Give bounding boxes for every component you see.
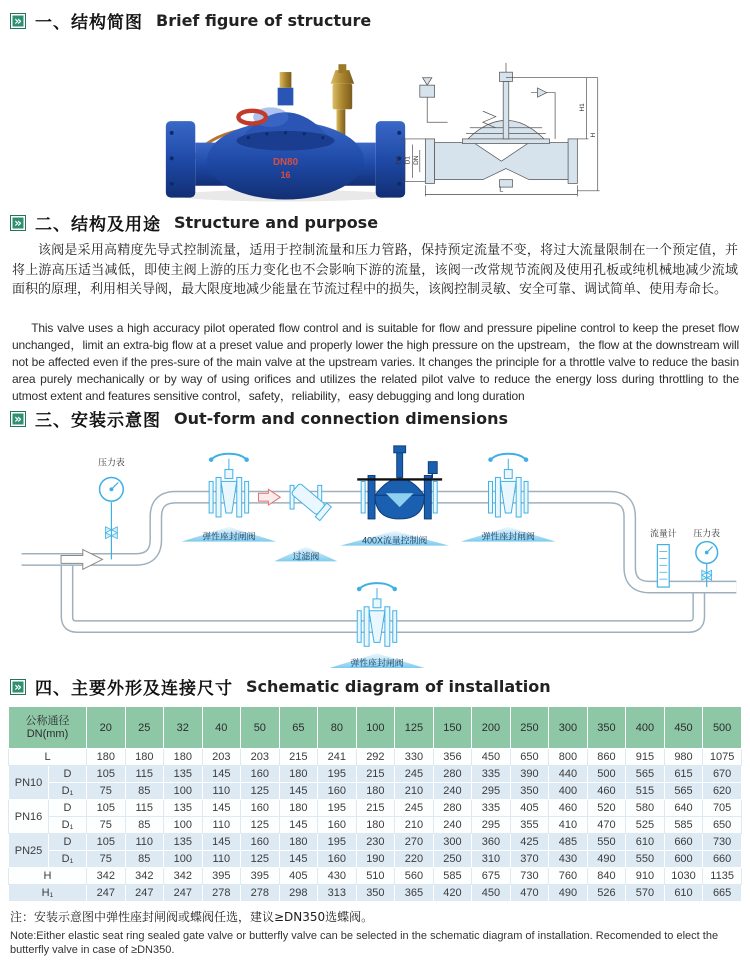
pilot-valve xyxy=(333,84,353,110)
value-cell: 105 xyxy=(87,766,126,783)
value-cell: 615 xyxy=(664,766,703,783)
param-label: D xyxy=(49,834,87,851)
section-1-title-zh: 一、结构简图 xyxy=(35,13,143,33)
section-3-title-zh: 三、安装示意图 xyxy=(35,411,161,431)
table-row xyxy=(9,851,742,868)
value-cell: 215 xyxy=(279,749,318,766)
dn-value-header: 25 xyxy=(125,707,164,749)
dn-value-header: 450 xyxy=(664,707,703,749)
purpose-paragraph-en: This valve uses a high accuracy pilot operated flow control and is suitable for flow and pressure pipeline control to keep the preset flow unchanged，limit an extra-big flow at a preset value and properly lower the high pressure on the upstream，the flow at the downstream will not be affected even if the pres-sure of the main valve at the upstream varies. It changes the principle for a throttle valve to reduce the basin area purely mechanically or by way of using orifices and utilizes the related pilot valve to reduce the energy loss during throttling to the utmost extent and features sensitive control，safety，reliability，easy debugging and long duration xyxy=(12,321,739,403)
dn-value-header: 125 xyxy=(395,707,434,749)
value-cell: 300 xyxy=(433,834,472,851)
value-cell: 342 xyxy=(87,868,126,885)
note-zh: 注：安装示意图中弹性座封闸阀或蝶阀任选，建议≥DN350选蝶阀。 xyxy=(10,910,374,924)
value-cell: 365 xyxy=(395,885,434,902)
value-cell: 565 xyxy=(664,783,703,800)
label-main-valve: 400X流量控制阀 xyxy=(362,535,428,546)
value-cell: 550 xyxy=(587,834,626,851)
value-cell: 245 xyxy=(395,800,434,817)
value-cell: 292 xyxy=(356,749,395,766)
value-cell: 565 xyxy=(626,766,665,783)
section-4-title-en: Schematic diagram of installation xyxy=(246,677,551,696)
value-cell: 560 xyxy=(395,868,434,885)
value-cell: 370 xyxy=(510,851,549,868)
value-cell: 298 xyxy=(279,885,318,902)
value-cell: 280 xyxy=(433,766,472,783)
dn-value-header: 32 xyxy=(164,707,203,749)
value-cell: 910 xyxy=(626,868,665,885)
value-cell: 550 xyxy=(626,851,665,868)
value-cell: 135 xyxy=(164,834,203,851)
table-row xyxy=(9,766,742,783)
value-cell: 460 xyxy=(549,800,588,817)
value-cell: 240 xyxy=(433,817,472,834)
value-cell: 490 xyxy=(549,885,588,902)
value-cell: 525 xyxy=(626,817,665,834)
dn-value-header: 150 xyxy=(433,707,472,749)
value-cell: 430 xyxy=(549,851,588,868)
value-cell: 485 xyxy=(549,834,588,851)
value-cell: 520 xyxy=(587,800,626,817)
value-cell: 515 xyxy=(626,783,665,800)
dn-value-header: 100 xyxy=(356,707,395,749)
value-cell: 180 xyxy=(356,783,395,800)
valve-drawing xyxy=(392,46,607,208)
group-label: PN16 xyxy=(9,800,49,834)
section-marker-icon: » xyxy=(10,411,26,427)
dn-value-header: 200 xyxy=(472,707,511,749)
value-cell: 670 xyxy=(703,766,742,783)
value-cell: 180 xyxy=(125,749,164,766)
value-cell: 160 xyxy=(318,817,357,834)
value-cell: 342 xyxy=(164,868,203,885)
value-cell: 160 xyxy=(241,834,280,851)
table-header-row xyxy=(9,707,742,749)
table-row xyxy=(9,885,742,902)
dn-value-header: 80 xyxy=(318,707,357,749)
dn-value-header: 40 xyxy=(202,707,241,749)
label-strainer: 过滤阀 xyxy=(292,551,320,562)
value-cell: 342 xyxy=(125,868,164,885)
section-2-title-en: Structure and purpose xyxy=(174,213,379,232)
param-label: D₁ xyxy=(49,783,87,800)
flow-meter-symbol xyxy=(657,545,669,587)
value-cell: 650 xyxy=(510,749,549,766)
section-3-header xyxy=(10,406,508,431)
value-cell: 135 xyxy=(164,800,203,817)
value-cell: 160 xyxy=(318,851,357,868)
gate-valve-symbol-2 xyxy=(489,454,528,517)
value-cell: 110 xyxy=(202,783,241,800)
value-cell: 705 xyxy=(703,800,742,817)
gate-valve-symbol-bypass xyxy=(357,583,396,646)
param-label: H₁ xyxy=(9,885,87,902)
value-cell: 85 xyxy=(125,851,164,868)
section-marker-icon: » xyxy=(10,13,26,29)
value-cell: 585 xyxy=(664,817,703,834)
section-marker-icon: » xyxy=(10,215,26,231)
value-cell: 75 xyxy=(87,851,126,868)
dim-label-d1: D1 xyxy=(404,156,412,165)
nameplate-pn: 16 xyxy=(280,169,291,180)
value-cell: 180 xyxy=(279,834,318,851)
section-2-title-zh: 二、结构及用途 xyxy=(35,215,161,235)
value-cell: 665 xyxy=(703,885,742,902)
value-cell: 145 xyxy=(202,766,241,783)
main-valve-symbol xyxy=(357,446,442,519)
label-pressure-gauge-right: 压力表 xyxy=(693,528,721,539)
value-cell: 190 xyxy=(356,851,395,868)
pressure-gauge-right xyxy=(696,542,718,587)
value-cell: 760 xyxy=(549,868,588,885)
value-cell: 195 xyxy=(318,800,357,817)
value-cell: 145 xyxy=(279,783,318,800)
value-cell: 570 xyxy=(626,885,665,902)
value-cell: 675 xyxy=(472,868,511,885)
value-cell: 215 xyxy=(356,766,395,783)
value-cell: 450 xyxy=(472,885,511,902)
value-cell: 135 xyxy=(164,766,203,783)
value-cell: 215 xyxy=(356,800,395,817)
value-cell: 145 xyxy=(279,851,318,868)
dn-value-header: 50 xyxy=(241,707,280,749)
value-cell: 500 xyxy=(587,766,626,783)
value-cell: 355 xyxy=(510,817,549,834)
value-cell: 405 xyxy=(279,868,318,885)
dn-header: 公称通径 DN(mm) xyxy=(9,707,87,749)
dn-value-header: 250 xyxy=(510,707,549,749)
dn-value-header: 300 xyxy=(549,707,588,749)
param-label: D xyxy=(49,766,87,783)
table-row xyxy=(9,868,742,885)
value-cell: 1030 xyxy=(664,868,703,885)
installation-schematic xyxy=(5,436,745,672)
section-4-header xyxy=(10,674,551,699)
value-cell: 75 xyxy=(87,783,126,800)
value-cell: 350 xyxy=(510,783,549,800)
section-marker-icon: » xyxy=(10,679,26,695)
value-cell: 250 xyxy=(433,851,472,868)
value-cell: 105 xyxy=(87,800,126,817)
notes xyxy=(10,908,743,957)
value-cell: 295 xyxy=(472,783,511,800)
value-cell: 400 xyxy=(549,783,588,800)
value-cell: 240 xyxy=(433,783,472,800)
dim-label-dn: DN xyxy=(412,155,420,165)
value-cell: 280 xyxy=(433,800,472,817)
value-cell: 450 xyxy=(472,749,511,766)
value-cell: 145 xyxy=(202,800,241,817)
param-label: D xyxy=(49,800,87,817)
value-cell: 180 xyxy=(164,749,203,766)
dn-value-header: 500 xyxy=(703,707,742,749)
value-cell: 585 xyxy=(433,868,472,885)
value-cell: 440 xyxy=(549,766,588,783)
value-cell: 660 xyxy=(664,834,703,851)
value-cell: 350 xyxy=(356,885,395,902)
dim-label-h1: H1 xyxy=(578,103,586,112)
value-cell: 660 xyxy=(703,851,742,868)
section-2-header xyxy=(10,210,378,235)
dim-label-h: H xyxy=(589,132,597,138)
group-label: PN10 xyxy=(9,766,49,800)
label-gate-valve-2: 弹性座封闸阀 xyxy=(481,531,535,542)
value-cell: 105 xyxy=(87,834,126,851)
value-cell: 245 xyxy=(395,766,434,783)
value-cell: 247 xyxy=(125,885,164,902)
value-cell: 915 xyxy=(626,749,665,766)
section-3-title-en: Out-form and connection dimensions xyxy=(174,409,509,428)
value-cell: 85 xyxy=(125,783,164,800)
value-cell: 470 xyxy=(510,885,549,902)
label-pressure-gauge-left: 压力表 xyxy=(98,457,125,468)
value-cell: 610 xyxy=(664,885,703,902)
value-cell: 110 xyxy=(202,851,241,868)
value-cell: 580 xyxy=(626,800,665,817)
value-cell: 241 xyxy=(318,749,357,766)
value-cell: 180 xyxy=(356,817,395,834)
label-hills xyxy=(182,527,556,668)
value-cell: 335 xyxy=(472,766,511,783)
value-cell: 1135 xyxy=(703,868,742,885)
value-cell: 840 xyxy=(587,868,626,885)
valve-photo xyxy=(158,46,413,208)
value-cell: 980 xyxy=(664,749,703,766)
label-gate-valve-bypass: 弹性座封闸阀 xyxy=(350,658,404,668)
value-cell: 100 xyxy=(164,851,203,868)
value-cell: 115 xyxy=(125,766,164,783)
note-en: Note:Either elastic seat ring sealed gate valve or butterfly valve can be selected in the schematic diagram of installation. Recomended to elect the butterfly valve in case of ≥DN350. xyxy=(10,930,719,956)
dn-value-header: 65 xyxy=(279,707,318,749)
value-cell: 100 xyxy=(164,817,203,834)
value-cell: 160 xyxy=(241,766,280,783)
section-1-header xyxy=(10,8,371,33)
value-cell: 125 xyxy=(241,851,280,868)
param-label: L xyxy=(9,749,87,766)
value-cell: 470 xyxy=(587,817,626,834)
value-cell: 420 xyxy=(433,885,472,902)
value-cell: 620 xyxy=(703,783,742,800)
value-cell: 310 xyxy=(472,851,511,868)
value-cell: 410 xyxy=(549,817,588,834)
value-cell: 730 xyxy=(510,868,549,885)
value-cell: 110 xyxy=(202,817,241,834)
value-cell: 203 xyxy=(202,749,241,766)
purpose-paragraph-zh: 该阀是采用高精度先导式控制流量，适用于控制流量和压力管路，保持预定流量不变，将过大流量限制在一个预定值，并将上游高压适当减低，即使主阀上游的压力变化也不会影响下游的流量，该阀一改常规节流阀及使用孔板或纯机械地减少流域面积的原理，利用相关导阀，最大限度地减少能量在节流过程中的损失，该阀控制灵敏、安全可靠、调试简单、使用寿命长。 xyxy=(12,243,738,297)
dn-value-header: 20 xyxy=(87,707,126,749)
value-cell: 430 xyxy=(318,868,357,885)
value-cell: 180 xyxy=(87,749,126,766)
value-cell: 210 xyxy=(395,817,434,834)
value-cell: 510 xyxy=(356,868,395,885)
value-cell: 230 xyxy=(356,834,395,851)
value-cell: 390 xyxy=(510,766,549,783)
value-cell: 1075 xyxy=(703,749,742,766)
value-cell: 730 xyxy=(703,834,742,851)
nameplate-dn: DN80 xyxy=(272,157,299,169)
value-cell: 125 xyxy=(241,783,280,800)
value-cell: 180 xyxy=(279,800,318,817)
value-cell: 100 xyxy=(164,783,203,800)
value-cell: 85 xyxy=(125,817,164,834)
value-cell: 330 xyxy=(395,749,434,766)
value-cell: 125 xyxy=(241,817,280,834)
value-cell: 860 xyxy=(587,749,626,766)
top-pilot-fitting xyxy=(280,72,292,88)
value-cell: 640 xyxy=(664,800,703,817)
value-cell: 295 xyxy=(472,817,511,834)
table-row xyxy=(9,800,742,817)
value-cell: 75 xyxy=(87,817,126,834)
value-cell: 278 xyxy=(202,885,241,902)
value-cell: 490 xyxy=(587,851,626,868)
dims-table xyxy=(8,706,742,902)
value-cell: 203 xyxy=(241,749,280,766)
table-row xyxy=(9,783,742,800)
value-cell: 210 xyxy=(395,783,434,800)
section-4-title-zh: 四、主要外形及连接尺寸 xyxy=(35,679,233,699)
section-1-title-en: Brief figure of structure xyxy=(156,11,372,30)
dn-value-header: 400 xyxy=(626,707,665,749)
value-cell: 610 xyxy=(626,834,665,851)
value-cell: 335 xyxy=(472,800,511,817)
value-cell: 160 xyxy=(241,800,280,817)
value-cell: 115 xyxy=(125,800,164,817)
pressure-gauge-left xyxy=(100,477,124,559)
value-cell: 180 xyxy=(279,766,318,783)
value-cell: 160 xyxy=(318,783,357,800)
value-cell: 110 xyxy=(125,834,164,851)
value-cell: 220 xyxy=(395,851,434,868)
value-cell: 460 xyxy=(587,783,626,800)
dn-value-header: 350 xyxy=(587,707,626,749)
value-cell: 195 xyxy=(318,766,357,783)
value-cell: 270 xyxy=(395,834,434,851)
value-cell: 405 xyxy=(510,800,549,817)
table-row xyxy=(9,817,742,834)
value-cell: 600 xyxy=(664,851,703,868)
value-cell: 395 xyxy=(202,868,241,885)
value-cell: 247 xyxy=(164,885,203,902)
label-flow-meter: 流量计 xyxy=(649,528,677,539)
gate-valve-symbol-1 xyxy=(209,454,248,517)
value-cell: 145 xyxy=(279,817,318,834)
dim-label-d2: D2 xyxy=(395,156,403,165)
value-cell: 145 xyxy=(202,834,241,851)
value-cell: 356 xyxy=(433,749,472,766)
value-cell: 526 xyxy=(587,885,626,902)
value-cell: 313 xyxy=(318,885,357,902)
value-cell: 247 xyxy=(87,885,126,902)
label-gate-valve-1: 弹性座封闸阀 xyxy=(202,531,256,542)
dim-label-l: L xyxy=(499,184,504,194)
value-cell: 395 xyxy=(241,868,280,885)
value-cell: 278 xyxy=(241,885,280,902)
param-label: D₁ xyxy=(49,851,87,868)
table-row xyxy=(9,749,742,766)
param-label: H xyxy=(9,868,87,885)
value-cell: 650 xyxy=(703,817,742,834)
value-cell: 425 xyxy=(510,834,549,851)
value-cell: 800 xyxy=(549,749,588,766)
param-label: D₁ xyxy=(49,817,87,834)
value-cell: 360 xyxy=(472,834,511,851)
value-cell: 195 xyxy=(318,834,357,851)
table-row xyxy=(9,834,742,851)
group-label: PN25 xyxy=(9,834,49,868)
